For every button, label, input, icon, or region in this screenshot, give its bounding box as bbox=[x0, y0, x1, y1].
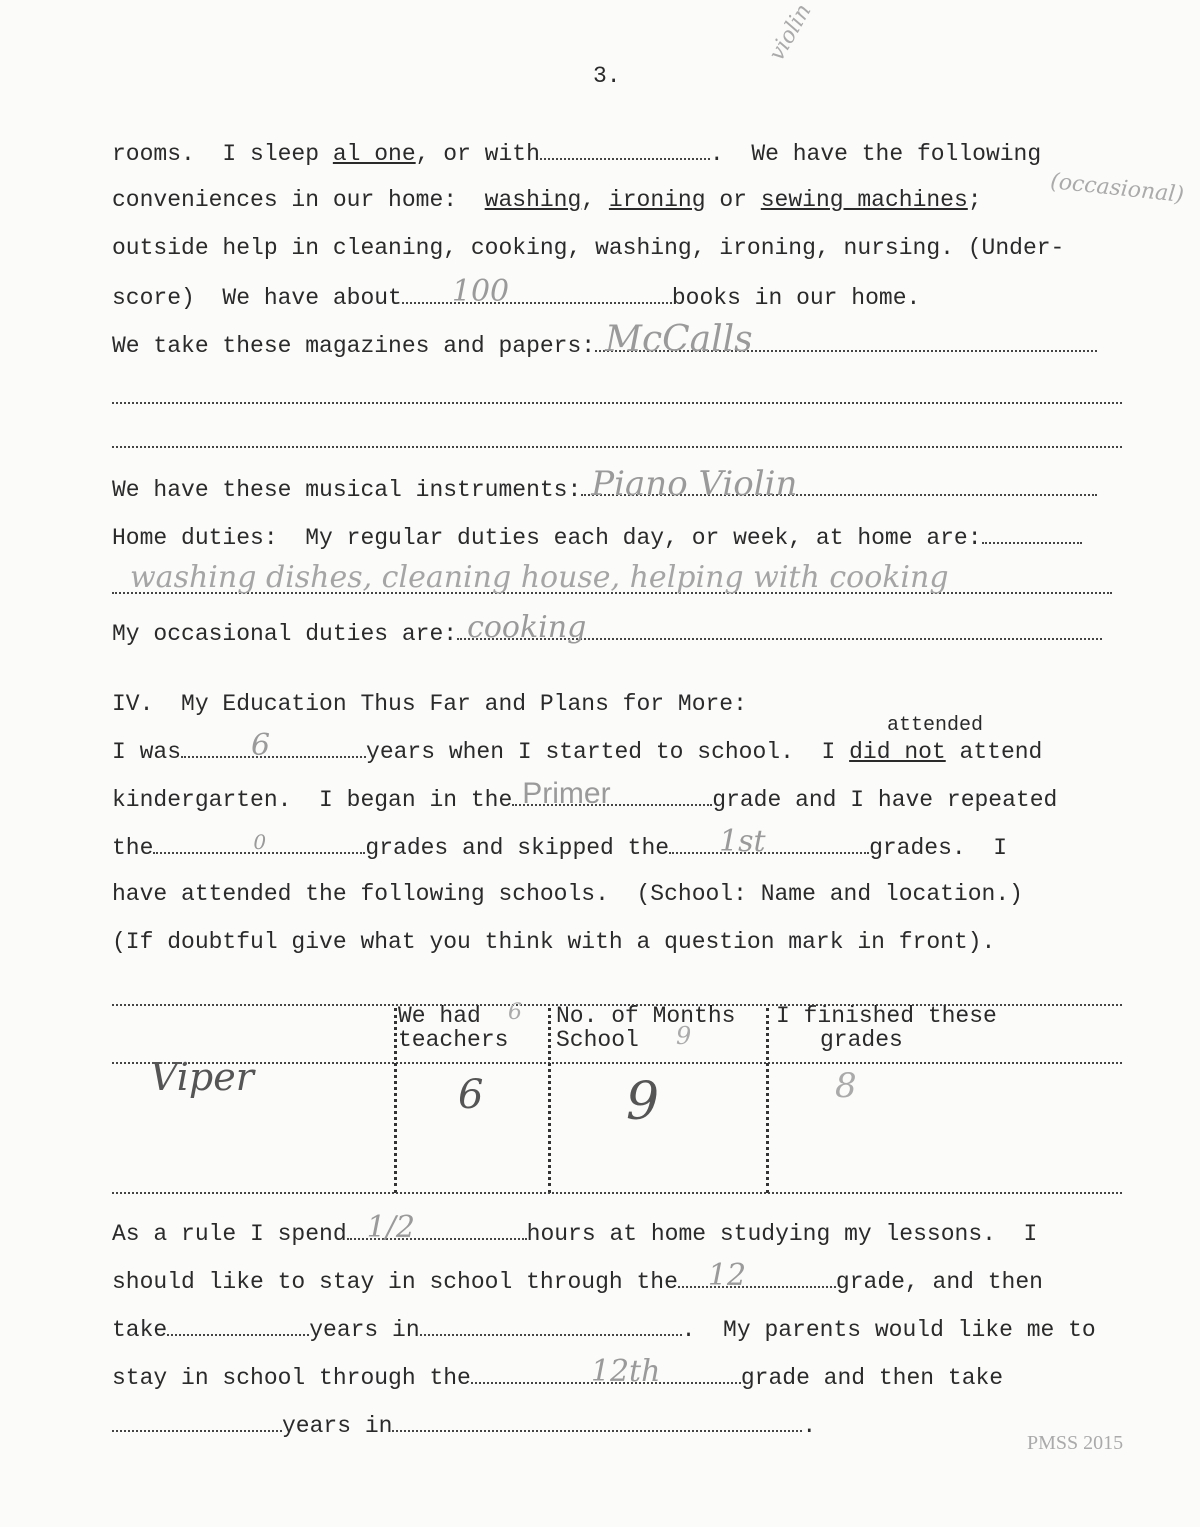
handwritten-duties: washing dishes, cleaning house, helping with cooking bbox=[130, 560, 949, 595]
line-study-hours: As a rule I spend 1/2 hours at home studying my lessons. I bbox=[112, 1210, 1038, 1247]
line-doubtful: (If doubtful give what you think with a question mark in front). bbox=[112, 929, 996, 955]
line-years-in: years in . bbox=[112, 1410, 816, 1440]
blank-line bbox=[112, 402, 1122, 404]
line-schools: have attended the following schools. (School: Name and location.) bbox=[112, 881, 1023, 907]
line-home-duties: Home duties: My regular duties each day, or week, at home are: bbox=[112, 522, 1082, 552]
school-name: Viper bbox=[150, 1055, 254, 1099]
margin-note-right: (occasional) bbox=[1049, 169, 1186, 208]
line-outside-help: outside help in cleaning, cooking, washing, ironing, nursing. (Under- bbox=[112, 235, 1065, 261]
margin-note-top: violin bbox=[764, 0, 817, 66]
line-instruments: We have these musical instruments: Piano Violin bbox=[112, 474, 1097, 504]
document-page: 3. violin (occasional) rooms. I sleep al one, or with . We have the following conveniences in our home: washing, ironing or sewing machines; outside help in cleaning, cooking, washing, ironing, nursing. (Under- score) We have about 100 books in our home. We take these magazines and papers: McCalls We have these musical instruments: Piano Violin Home duties: My regular duties each day, or week, at home are: washing dishes, cleaning house, helping with cooking My occasional duties are: cooking IV. My Education Thus Far and Plans for More: attended I was 6 years when I started to school. I did not attend kindergarten. I began in the Primer grade and I have repeated the 0 grades and skipped the 1st grades. I have attended the following schools. (School: Name and location.) (If doubtful give what you think with a question mark in front). We had teachers 6 No. of Months School 9 I finished these grades Viper 6 9 8 As a rule I spend 1/2 hours at home studying my lessons. I should like to stay in school through the 12 grade, and then take years in . My parents would like me to stay in school through the 12th grade and then take years in . PMSS 2015 bbox=[0, 0, 1200, 1527]
line-parents: stay in school through the 12th grade and then take bbox=[112, 1354, 1004, 1391]
line-kindergarten: kindergarten. I began in the Primer grade and I have repeated bbox=[112, 777, 1058, 813]
page-number: 3. bbox=[593, 63, 621, 89]
header-teachers: We had bbox=[398, 1003, 481, 1029]
line-stay-school: should like to stay in school through the 12 grade, and then bbox=[112, 1258, 1043, 1295]
line-take-years: take years in . My parents would like me to bbox=[112, 1314, 1096, 1344]
header-months: No. of Months bbox=[556, 1003, 736, 1029]
line-occasional: My occasional duties are: cooking bbox=[112, 618, 1102, 648]
inserted-word: attended bbox=[887, 714, 984, 737]
archive-stamp: PMSS 2015 bbox=[1027, 1432, 1124, 1454]
months-count: 9 bbox=[626, 1072, 660, 1132]
teachers-count: 6 bbox=[458, 1072, 484, 1118]
line-books: score) We have about 100 books in our home. bbox=[112, 274, 921, 311]
grades-finished: 8 bbox=[835, 1066, 857, 1106]
section-heading: IV. My Education Thus Far and Plans for More: bbox=[112, 691, 747, 717]
header-grades: I finished these bbox=[776, 1003, 997, 1029]
line-sleep: rooms. I sleep al one, or with . We have the following bbox=[112, 138, 1041, 168]
blank-line bbox=[112, 446, 1122, 448]
line-magazines: We take these magazines and papers: McCalls bbox=[112, 330, 1097, 360]
line-age: I was 6 years when I started to school. I did not attend bbox=[112, 728, 1043, 765]
line-conveniences: conveniences in our home: washing, ironing or sewing machines; bbox=[112, 187, 982, 213]
line-grades: the 0 grades and skipped the 1st grades. I bbox=[112, 824, 1008, 861]
